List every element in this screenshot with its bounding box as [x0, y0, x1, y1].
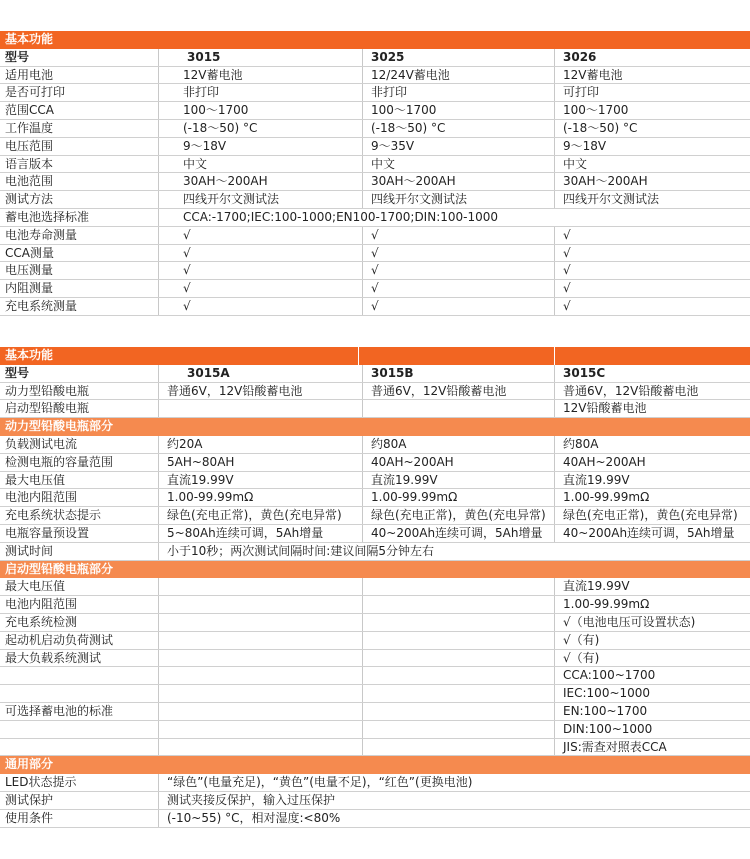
row-value — [158, 632, 362, 649]
row-value: 9～35V — [362, 138, 554, 155]
row-label: 工作温度 — [5, 120, 54, 135]
general-row — [0, 792, 750, 810]
row-value: 100～1700 — [362, 102, 554, 119]
row-value — [362, 400, 554, 417]
row-value: 普通6V，12V铅酸蓄电池 — [158, 383, 362, 400]
row-value: 非打印 — [362, 84, 554, 101]
table-row — [0, 191, 750, 209]
section-title: 基本功能 — [5, 348, 54, 362]
row-value: 绿色(充电正常)，黄色(充电异常) — [362, 507, 554, 524]
row-value: 直流19.99V — [362, 472, 554, 489]
section-bar — [0, 31, 750, 49]
table-row — [0, 383, 750, 401]
row-value: 5AH~80AH — [158, 454, 362, 471]
row-label: 电压范围 — [5, 138, 54, 153]
row-value: 绿色(充电正常)，黄色(充电异常) — [158, 507, 362, 524]
row-label — [0, 667, 158, 684]
table-row — [0, 596, 750, 614]
section-title: 通用部分 — [5, 757, 54, 772]
row-label: 电瓶容量预设置 — [5, 525, 90, 540]
row-value: 小于10秒；两次测试间隔时间:建议间隔5分钟左右 — [158, 543, 750, 560]
row-value: 四线开尔文测试法 — [554, 191, 750, 208]
row-value: √ — [554, 262, 750, 279]
row-value: 1.00-99.99mΩ — [158, 489, 362, 506]
row-label: 检测电瓶的容量范围 — [5, 454, 114, 469]
row-value: √ — [554, 280, 750, 297]
section-bar — [0, 418, 750, 436]
standard-value: JIS:需查对照表CCA — [554, 739, 750, 756]
row-value: 3015C — [554, 365, 750, 382]
row-value: 12/24V蓄电池 — [362, 67, 554, 84]
table-row — [0, 578, 750, 596]
row-value — [158, 685, 362, 702]
row-value: (-10~55) °C，相对湿度:<80% — [158, 810, 750, 827]
standard-row — [0, 685, 750, 703]
row-label: 电池寿命测量 — [5, 227, 78, 242]
row-label: 型号 — [5, 365, 30, 380]
row-label: 测试保护 — [5, 792, 54, 807]
row-value: √ — [158, 262, 362, 279]
row-label: 充电系统检测 — [5, 614, 78, 629]
row-value: 12V铅酸蓄电池 — [554, 400, 750, 417]
row-value: 40AH~200AH — [362, 454, 554, 471]
standard-row — [0, 739, 750, 757]
section-bar — [0, 347, 750, 365]
table-row — [0, 120, 750, 138]
row-value: 3015 — [158, 49, 362, 66]
row-value: 直流19.99V — [158, 472, 362, 489]
row-value: √ — [158, 280, 362, 297]
column-divider — [358, 347, 359, 365]
row-value — [362, 739, 554, 756]
row-value — [362, 578, 554, 595]
row-value: √ — [554, 245, 750, 262]
row-value: (-18～50) °C — [554, 120, 750, 137]
row-value: 5~80Ah连续可调，5Ah增量 — [158, 525, 362, 542]
row-value: 3015A — [158, 365, 362, 382]
row-label: 电池内阻范围 — [5, 490, 78, 505]
row-value: (-18～50) °C — [362, 120, 554, 137]
row-label: 电池范围 — [5, 174, 54, 189]
row-label: 电池内阻范围 — [5, 597, 78, 612]
row-value: 1.00-99.99mΩ — [362, 489, 554, 506]
row-value: 约80A — [554, 436, 750, 453]
table-row — [0, 102, 750, 120]
row-value: 绿色(充电正常)，黄色(充电异常) — [554, 507, 750, 524]
row-label: 电压测量 — [5, 263, 54, 278]
row-value: 约20A — [158, 436, 362, 453]
row-label: 动力型铅酸电瓶 — [5, 383, 90, 398]
row-value: 40AH~200AH — [554, 454, 750, 471]
test-time-row — [0, 543, 750, 561]
row-value — [158, 721, 362, 738]
table-row — [0, 525, 750, 543]
row-label: 测试方法 — [5, 192, 54, 207]
row-label: 测试时间 — [5, 543, 54, 558]
row-label: 充电系统测量 — [5, 298, 78, 313]
table-row — [0, 632, 750, 650]
row-label: 最大负载系统测试 — [5, 650, 102, 665]
row-value: 40~200Ah连续可调，5Ah增量 — [362, 525, 554, 542]
section-title: 动力型铅酸电瓶部分 — [5, 419, 114, 434]
row-value: (-18～50) °C — [158, 120, 362, 137]
standard-row — [0, 667, 750, 685]
row-value: √ — [362, 262, 554, 279]
header-row — [0, 365, 750, 383]
row-value: √ — [362, 227, 554, 244]
row-value — [362, 685, 554, 702]
row-label: 蓄电池选择标准 — [5, 209, 90, 224]
row-value — [158, 703, 362, 720]
row-value: CCA:-1700;IEC:100-1000;EN100-1700;DIN:100-1000 — [158, 209, 750, 226]
row-value — [158, 650, 362, 667]
spec-table-2 — [0, 347, 750, 828]
table-row — [0, 400, 750, 418]
check-row — [0, 245, 750, 263]
row-value: 直流19.99V — [554, 578, 750, 595]
check-row — [0, 227, 750, 245]
table-row — [0, 156, 750, 174]
row-value — [158, 739, 362, 756]
row-value: 30AH～200AH — [362, 173, 554, 190]
row-value: √（电池电压可设置状态) — [554, 614, 750, 631]
row-value: √ — [554, 298, 750, 315]
check-row — [0, 262, 750, 280]
row-value: 普通6V，12V铅酸蓄电池 — [554, 383, 750, 400]
row-value — [158, 667, 362, 684]
row-label: 是否可打印 — [5, 85, 66, 100]
row-value: 9～18V — [554, 138, 750, 155]
standard-value: CCA:100~1700 — [554, 667, 750, 684]
row-label: 语言版本 — [5, 156, 54, 171]
row-value — [362, 703, 554, 720]
row-value: √ — [158, 227, 362, 244]
row-value: 1.00-99.99mΩ — [554, 489, 750, 506]
row-value — [362, 650, 554, 667]
row-label — [0, 739, 158, 756]
row-value — [362, 721, 554, 738]
row-value — [362, 667, 554, 684]
row-value: √ — [158, 298, 362, 315]
row-value: √ — [158, 245, 362, 262]
row-label: LED状态提示 — [5, 775, 77, 790]
row-value — [362, 614, 554, 631]
row-value: 12V蓄电池 — [158, 67, 362, 84]
row-value: 100～1700 — [158, 102, 362, 119]
section-title: 启动型铅酸电瓶部分 — [5, 561, 114, 576]
row-value: 1.00-99.99mΩ — [554, 596, 750, 613]
row-value: 测试夹接反保护，输入过压保护 — [158, 792, 750, 809]
row-value: 非打印 — [158, 84, 362, 101]
row-value: 约80A — [362, 436, 554, 453]
general-row — [0, 774, 750, 792]
row-label: 使用条件 — [5, 810, 54, 825]
check-row — [0, 298, 750, 316]
table-row — [0, 614, 750, 632]
row-value: 3015B — [362, 365, 554, 382]
standard-row — [0, 721, 750, 739]
table-row — [0, 650, 750, 668]
spec-table-1 — [0, 31, 750, 316]
row-value — [158, 400, 362, 417]
row-value: 中文 — [362, 156, 554, 173]
row-value: 12V蓄电池 — [554, 67, 750, 84]
row-value: 9～18V — [158, 138, 362, 155]
row-value: √ — [554, 227, 750, 244]
row-label: 型号 — [5, 49, 30, 64]
standard-row — [0, 703, 750, 721]
check-row — [0, 280, 750, 298]
row-value: √ — [362, 298, 554, 315]
row-label: 最大电压值 — [5, 472, 66, 487]
row-label: 启动型铅酸电瓶 — [5, 401, 90, 416]
row-label — [0, 721, 158, 738]
row-value: √ — [362, 245, 554, 262]
table-row — [0, 67, 750, 85]
row-value: 100～1700 — [554, 102, 750, 119]
row-label — [0, 685, 158, 702]
row-label: 内阻测量 — [5, 281, 54, 296]
header-row — [0, 49, 750, 67]
row-value: 30AH～200AH — [554, 173, 750, 190]
row-value: 中文 — [554, 156, 750, 173]
row-value: 直流19.99V — [554, 472, 750, 489]
row-value: 可打印 — [554, 84, 750, 101]
row-label: 充电系统状态提示 — [5, 508, 102, 523]
row-value: 四线开尔文测试法 — [158, 191, 362, 208]
table-row — [0, 138, 750, 156]
row-label: 可选择蓄电池的标准 — [5, 703, 114, 718]
row-value: 四线开尔文测试法 — [362, 191, 554, 208]
row-value: √ — [362, 280, 554, 297]
row-value — [158, 578, 362, 595]
table-row — [0, 489, 750, 507]
row-value: 普通6V，12V铅酸蓄电池 — [362, 383, 554, 400]
general-row — [0, 810, 750, 828]
row-value — [158, 614, 362, 631]
row-value — [362, 632, 554, 649]
row-label: 最大电压值 — [5, 579, 66, 594]
row-value: 3025 — [362, 49, 554, 66]
row-label: 负载测试电流 — [5, 436, 78, 451]
row-label: 适用电池 — [5, 67, 54, 82]
column-divider — [554, 347, 555, 365]
section-bar — [0, 561, 750, 579]
row-label: 范围CCA — [5, 103, 54, 118]
section-title: 基本功能 — [5, 32, 54, 46]
table-row — [0, 507, 750, 525]
row-value — [362, 596, 554, 613]
standard-row — [0, 209, 750, 227]
row-value: 30AH～200AH — [158, 173, 362, 190]
row-label: 起动机启动负荷测试 — [5, 632, 114, 647]
row-value: √（有) — [554, 650, 750, 667]
row-value: √（有) — [554, 632, 750, 649]
table-row — [0, 173, 750, 191]
standard-value: EN:100~1700 — [554, 703, 750, 720]
standard-value: IEC:100~1000 — [554, 685, 750, 702]
table-row — [0, 454, 750, 472]
row-value: 40~200Ah连续可调，5Ah增量 — [554, 525, 750, 542]
standard-value: DIN:100~1000 — [554, 721, 750, 738]
row-value — [158, 596, 362, 613]
table-row — [0, 84, 750, 102]
section-bar — [0, 756, 750, 774]
row-value: “绿色”(电量充足)，“黄色”(电量不足)，“红色”(更换电池) — [158, 774, 750, 791]
table-row — [0, 436, 750, 454]
table-row — [0, 472, 750, 490]
row-label: CCA测量 — [5, 245, 54, 260]
row-value: 中文 — [158, 156, 362, 173]
row-value: 3026 — [554, 49, 750, 66]
